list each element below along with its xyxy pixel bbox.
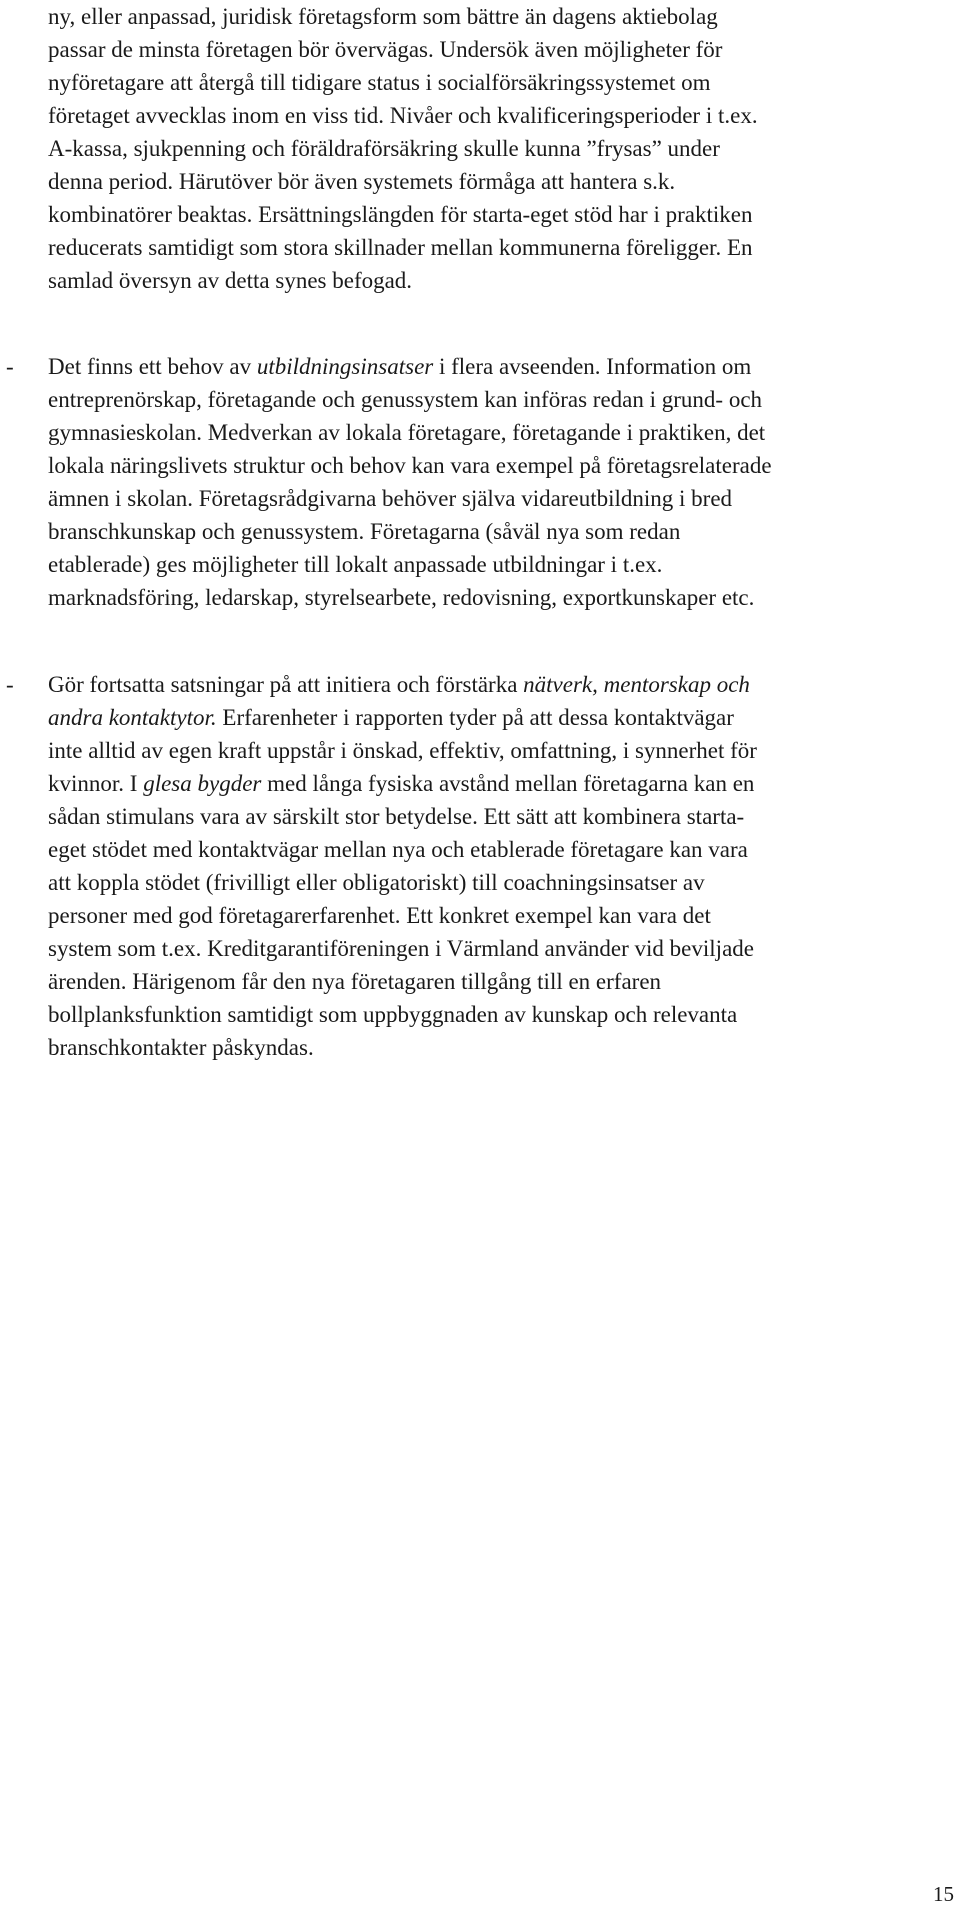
list-dash: - (6, 672, 14, 697)
emphasized-text: nätverk, mentorskap och andra kontaktytor. (48, 672, 750, 730)
text-segment: Erfarenheter i rapporten tyder på att dessa kontaktvägar inte alltid av egen kraft uppstår i önskad, effektiv, omfattning, i synnerhet för kvinnor. I (48, 705, 757, 796)
emphasized-text: utbildningsinsatser (256, 354, 434, 379)
intro-paragraph: ny, eller anpassad, juridisk företagsform som bättre än dagens aktiebolag passar de minsta företagen bör övervägas. Undersök även möjligheter för nyföretagare att återgå till tidigare status i socialförsäkringssystemet om företaget avvecklas inom en viss tid. Nivåer och kvalificeringsperioder i t.ex. A-kassa, sjukpenning och föräldraförsäkring skulle kunna ”frysas” under denna period. Härutöver bör även systemets förmåga att hantera s.k. kombinatörer beaktas. Ersättningslängden för starta-eget stöd har i praktiken reducerats samtidigt som stora skillnader mellan kommunerna föreligger. En samlad översyn av detta synes befogad. (48, 4, 758, 293)
emphasized-text: glesa bygder (143, 771, 262, 796)
text-segment: i flera avseenden. Information om entreprenörskap, företagande och genussystem kan införas redan i grund- och gymnasieskolan. Medverkan av lokala företagare, företagande i praktiken, det lokala näringslivets struktur och behov kan vara exempel på företagsrelaterade ämnen i skolan. Företagsrådgivarna behöver själva vidareutbildning i bred branschkunskap och genussystem. Företagarna (såväl nya som redan etablerade) ges möjligheter till lokalt anpassade utbildningar i t.ex. marknadsföring, ledarskap, styrelsearbete, redovisning, exportkunskaper etc. (48, 354, 772, 610)
list-dash: - (6, 354, 14, 379)
text-segment: Det finns ett behov av (48, 354, 257, 379)
list-item-text (48, 350, 953, 614)
text-segment: Gör fortsatta satsningar på att initiera och förstärka (48, 672, 524, 697)
page-number: 15 (933, 1882, 954, 1906)
text-segment: med långa fysiska avstånd mellan företagarna kan en sådan stimulans vara av särskilt stor betydelse. Ett sätt att kombinera starta- eget stödet med kontaktvägar mellan nya och etablerade företagare kan vara att koppla stödet (frivilligt eller obligatoriskt) till coachningsinsatser av personer med god företagarerfarenhet. Ett konkret exempel kan vara det system som t.ex. Kreditgarantiföreningen i Värmland använder vid beviljade ärenden. Härigenom får den nya företagaren tillgång till en erfaren bollplanksfunktion samtidigt som uppbyggnaden av kunskap och relevanta branschkontakter påskyndas. (48, 771, 755, 1060)
list-item-text (48, 668, 953, 1064)
